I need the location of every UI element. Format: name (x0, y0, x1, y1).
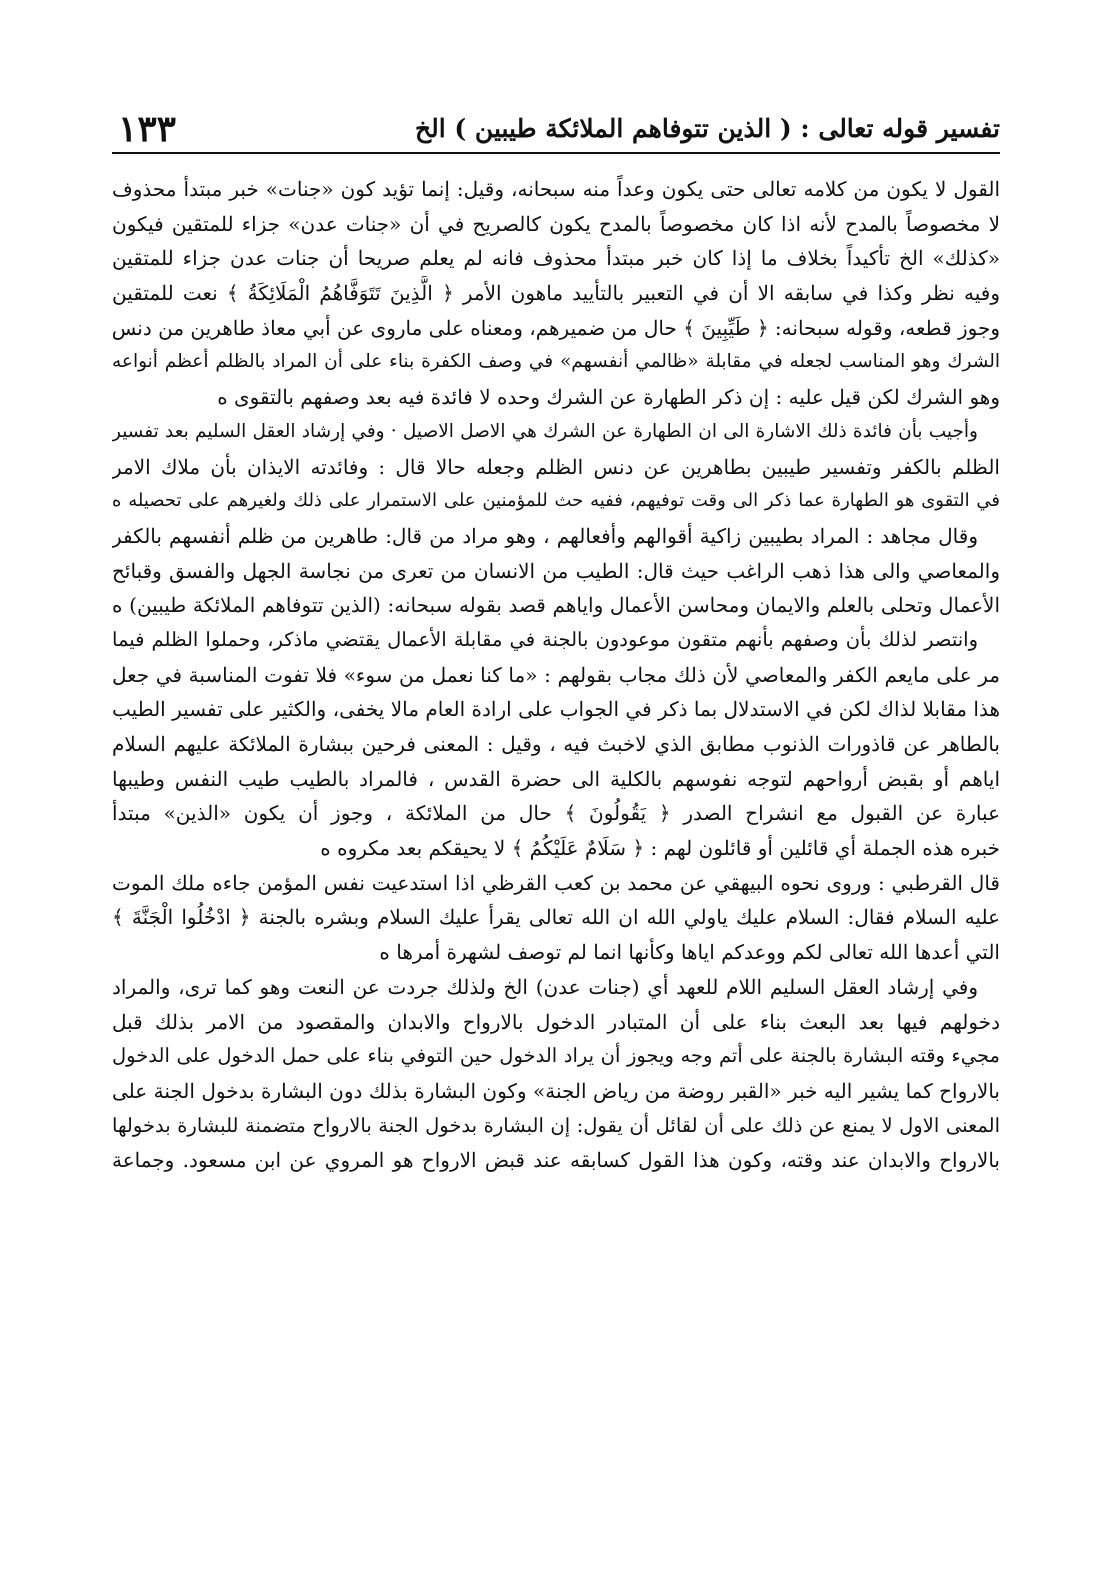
text-line: وفي إرشاد العقل السليم اللام للعهد أي (جنات عدن) الخ ولذلك جردت عن النعت وهو كما ترى، والمراد (112, 974, 978, 999)
text-line: هذا مقابلا لذاك لكن في الاستدلال بما ذكر في الجواب على ارادة العام مالا يخفى، والكثير على تفسير الطيب (112, 697, 1000, 722)
text-line: وهو الشرك لكن قيل عليه : إن ذكر الطهارة عن الشرك وحده لا فائدة فيه بعد وصفهم بالتقوى ه (217, 385, 1000, 410)
text-line: وفيه نظر وكذا في سابقه الا أن في التعبير بالتأييد ماهون الأمر ﴿ الَّذِينَ تَتَوَفَّاهُمُ الْمَلَائِكَةُ ﴾ نعت للمتقين (112, 281, 1000, 306)
text-line: مجيء وقته البشارة بالجنة على أتم وجه ويجوز أن يراد الدخول حين التوفي بناء على حمل الدخول على الدخول (112, 1044, 1000, 1068)
text-line: والمعاصي والى هذا ذهب الراغب حيث قال: الطيب من الانسان من تعرى من نجاسة الجهل والفسق وقبائح (112, 558, 1000, 583)
running-title: تفسير قوله تعالى : ( الذين تتوفاهم الملائكة طيبين ) الخ (415, 114, 1000, 143)
text-line: مر على مايعم الكفر والمعاصي لأن ذلك مجاب بقولهم : «ما كنا نعمل من سوء» فلا تفوت المناسبة في جعل (112, 662, 1000, 687)
text-line: وجوز قطعه، وقوله سبحانه: ﴿ طَيِّبِينَ ﴾ حال من ضميرهم، ومعناه على ماروى عن أبي معاذ طاهرين من دنس (112, 315, 1000, 340)
text-line: قال القرطبي : وروى نحوه البيهقي عن محمد بن كعب القرظي اذا استدعيت نفس المؤمن جاءه ملك الموت (112, 870, 1000, 895)
page-body (112, 172, 1000, 1178)
text-line: الأعمال وتحلى بالعلم والايمان ومحاسن الأعمال واياهم قصد بقوله سبحانه: (الذين تتوفاهم الملائكة طيبين) ه (112, 593, 1000, 618)
text-line: بالارواح والابدان عند وقته، وكون هذا القول كسابقه عند قبض الارواح هو المروي عن ابن مسعود. وجماعة (112, 1148, 1000, 1173)
text-line: لا مخصوصاً بالمدح لأنه اذا كان مخصوصاً بالمدح يكون كالصريح في أن «جنات عدن» جزاء للمتقين فيكون (112, 211, 1000, 236)
text-line: بالطاهر عن قاذورات الذنوب مطابق الذي لاخبث فيه ، وقيل : المعنى فرحين ببشارة الملائكة عليهم السلام (112, 732, 1000, 756)
text-line: عبارة عن القبول مع انشراح الصدر ﴿ يَقُولُونَ ﴾ حال من الملائكة ، وجوز أن يكون «الذين» مبتدأ (112, 801, 1000, 826)
text-line: في التقوى هو الطهارة عما ذكر الى وقت توفيهم، ففيه حث للمؤمنين على الاستمرار على ذلك ولغيرهم على تحصيله ه (112, 490, 1000, 512)
text-line: «كذلك» الخ تأكيداً بخلاف ما إذا كان خبر مبتدأ محذوف فانه لم يعلم صريحا أن جنات عدن جزاء للمتقين (112, 246, 1000, 271)
text-line: التي أعدها الله تعالى لكم ووعدكم اياها وكأنها انما لم توصف لشهرة أمرها ه (379, 940, 1000, 965)
text-line: وانتصر لذلك بأن وصفهم بأنهم متقون موعودون بالجنة في مقابلة الأعمال يقتضي ماذكر، وحملوا الظلم فيما (112, 627, 978, 651)
text-line: القول لا يكون من كلامه تعالى حتى يكون وعداً منه سبحانه، وقيل: إنما تؤيد كون «جنات» خبر مبتدأ محذوف (112, 177, 1000, 201)
text-line: وأجيب بأن فائدة ذلك الاشارة الى ان الطهارة عن الشرك هي الاصل الاصيل · وفي إرشاد العقل السليم بعد تفسير (112, 420, 978, 442)
text-line: وقال مجاهد : المراد بطيبين زاكية أقوالهم وأفعالهم ، وهو مراد من قال: طاهرين من ظلم أنفسهم بالكفر (112, 523, 978, 548)
text-line: خبره هذه الجملة أي قائلين أو قائلون لهم : ﴿ سَلَامٌ عَلَيْكُمُ ﴾ لا يحيقكم بعد مكروه ه (320, 836, 1000, 861)
text-line: الظلم بالكفر وتفسير طيبين بطاهرين عن دنس الظلم وجعله حالا قال : وفائدته الايذان بأن ملاك الامر (112, 454, 1000, 479)
text-line: عليه السلام فقال: السلام عليك ياولي الله ان الله تعالى يقرأ عليك السلام وبشره بالجنة ﴿ ادْخُلُوا الْجَنَّةَ ﴾ (112, 905, 1000, 930)
page-header (112, 108, 1000, 154)
text-line: دخولهم فيها بعد البعث بناء على أن المتبادر الدخول بالارواح والابدان والمقصود من الامر بذلك قبل (112, 1009, 1000, 1034)
text-line: الشرك وهو المناسب لجعله في مقابلة «ظالمي أنفسهم» في وصف الكفرة بناء على أن المراد بالظلم أعظم أنواعه (112, 351, 1000, 373)
text-line: اياهم أو بقبض أرواحهم لتوجه نفوسهم بالكلية الى حضرة القدس ، فالمراد بالطيب طيب النفس وطيبها (112, 766, 1000, 791)
page-number: ١٣٣ (118, 108, 177, 150)
text-line: المعنى الاول لا يمنع عن ذلك على أن لقائل أن يقول: إن البشارة بدخول الجنة بالارواح متضمنة للبشارة بدخولها (112, 1113, 1000, 1137)
text-line: بالارواح كما يشير اليه خبر «القبر روضة من رياض الجنة» وكون البشارة بذلك دون البشارة بدخول الجنة على (112, 1078, 1000, 1103)
